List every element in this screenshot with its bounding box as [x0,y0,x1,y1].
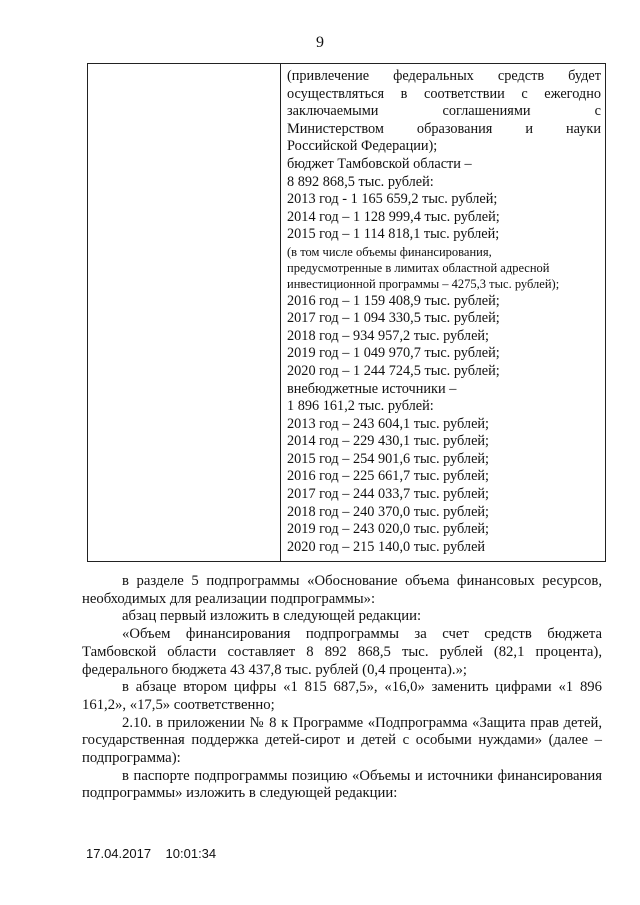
table-line: Министерством образования и науки [287,120,601,137]
table-line: инвестиционной программы – 4275,3 тыс. рублей); [287,277,560,292]
table-line: 1 896 161,2 тыс. рублей: [287,398,434,415]
table-line: Российской Федерации); [287,138,438,155]
table-line: 2016 год – 1 159 408,9 тыс. рублей; [287,292,500,309]
table-line: (в том числе объемы финансирования, [287,244,492,259]
footer-date: 17.04.2017 [86,846,152,861]
footer-time: 10:01:34 [165,846,217,861]
table-line: внебюджетные источники – [287,380,457,397]
table-line: 8 892 868,5 тыс. рублей: [287,173,434,190]
body-text [82,573,602,803]
footer-timestamp [86,846,216,861]
table-line: 2013 год - 1 165 659,2 тыс. рублей; [287,191,498,208]
paragraph: в разделе 5 подпрограммы «Обоснование объема финансовых ресурсов, необходимых для реализации подпрограммы»: [82,573,602,607]
paragraph: «Объем финансирования подпрограммы за счет средств бюджета Тамбовской области составляет 8 892 868,5 тыс. рублей (82,1 процента), федерального бюджета 43 437,8 тыс. рублей (0,4 процента).»; [82,626,602,678]
table-line: 2017 год – 244 033,7 тыс. рублей; [287,486,490,503]
table-line: бюджет Тамбовской области – [287,155,472,172]
table-line: 2019 год – 1 049 970,7 тыс. рублей; [287,345,500,362]
table-line: 2018 год – 934 957,2 тыс. рублей; [287,327,490,344]
table-line: 2020 год – 1 244 724,5 тыс. рублей; [287,362,500,379]
paragraph: абзац первый изложить в следующей редакции: [122,608,422,625]
table-line: осуществляться в соответствии с ежегодно [287,85,601,102]
table-line: 2015 год – 1 114 818,1 тыс. рублей; [287,226,500,243]
table-line: (привлечение федеральных средств будет [287,68,601,84]
paragraph: в паспорте подпрограммы позицию «Объемы и источники финансирования подпрограммы» изложить в следующей редакции: [82,767,602,802]
table-value-cell [287,68,601,556]
table-line: 2014 год – 229 430,1 тыс. рублей; [287,433,490,450]
paragraph: в абзаце втором цифры «1 815 687,5», «16,0» заменить цифрами «1 896 161,2», «17,5» соответственно; [82,679,602,713]
table-line: 2015 год – 254 901,6 тыс. рублей; [287,450,490,467]
table-line: 2016 год – 225 661,7 тыс. рублей; [287,468,490,485]
page-number: 9 [316,34,324,51]
table-line: 2017 год – 1 094 330,5 тыс. рублей; [287,310,500,327]
table-line: 2018 год – 240 370,0 тыс. рублей; [287,503,490,520]
table-line: 2014 год – 1 128 999,4 тыс. рублей; [287,208,500,225]
table-line: 2020 год – 215 140,0 тыс. рублей [287,538,486,555]
table-line: 2013 год – 243 604,1 тыс. рублей; [287,415,490,432]
table-line: предусмотренные в лимитах областной адресной [287,261,550,276]
paragraph: 2.10. в приложении № 8 к Программе «Подпрограмма «Защита прав детей, государственная поддержка детей-сирот и детей с особыми нуждами» (далее – подпрограмма): [82,714,602,767]
table-line: заключаемыми соглашениями с [287,103,601,120]
financing-table [87,63,606,562]
table-column-divider [280,64,281,561]
table-line: 2019 год – 243 020,0 тыс. рублей; [287,521,490,538]
